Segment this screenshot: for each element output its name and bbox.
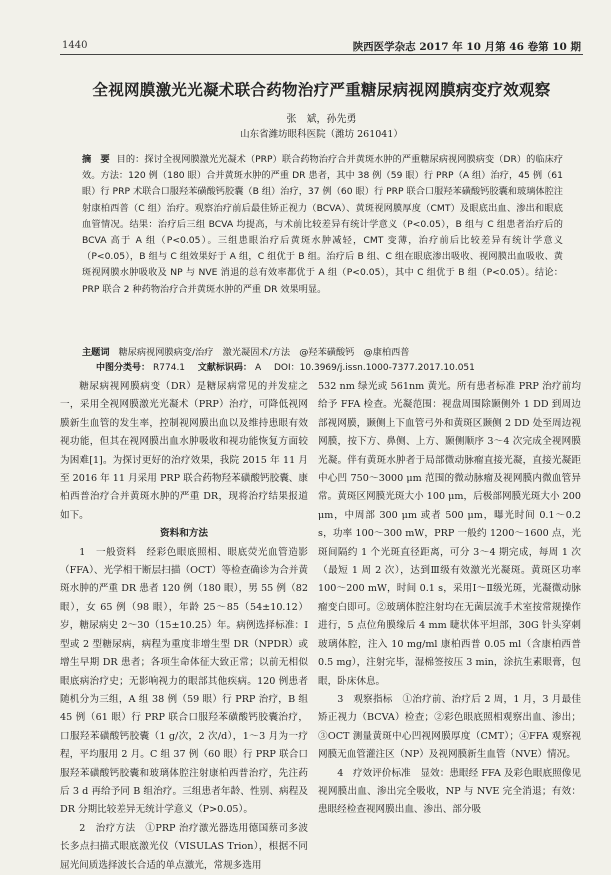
laser-method-paragraph: 532 nm 绿光或 561nm 黄光。所有患者标准 PRP 治疗前均给予 FFA 检查。光凝范围：视盘周围除颞侧外 1 DD 到周边部视网膜，颞侧上下血管弓外和黄斑区颞侧 2 DD 处至周边视网膜，按下方、鼻侧、上方、颞侧顺序 3～4 次完成全视网膜光凝。伴有黄斑水肿者于局部微动脉瘤直接光凝，直接光凝距中心凹 750～3000 μm 范围的微动脉瘤及视网膜内微血管异常。黄斑区网膜光斑大小 100 μm，后极部网膜光斑大小 200 μm，中周部 300 μm 或者 500 μm，曝光时间 0.1～0.2 s，功率 100～300 mW，PRP 一般约 1200～1600 点，光斑间隔约 1 个光斑直径距离，可分 3～4 期完成，每周 1 次（最短 1 周 2 次），达到Ⅲ级有效激光光凝斑。黄斑区功率 100～200 mW，时间 0.1 s，采用Ⅰ～Ⅱ级光斑，光凝微动脉瘤变白即可。②玻璃体腔注射均在无菌层流手术室按常规操作进行，5 点位角膜缘后 4 mm 睫状体平坦部，30G 针头穿刺玻璃体腔，注入 10 mg/ml 康柏西普 0.05 ml（含康柏西普 0.5 mg），注射完毕，湿棉签按压 3 min，涂抗生素眼膏，包眼，卧床休息。 xyxy=(318,381,581,687)
abstract xyxy=(82,152,563,298)
general-data-paragraph: 1 一般资料 经彩色眼底照相、眼底荧光血管造影（FFA）、光学相干断层扫描（OCT）等检查确诊为合并黄斑水肿的严重 DR 患者 120 例（180 眼），男 55 例（82 眼），女 65 例（98 眼），年龄 25～85（54±10.12）岁，糖尿病史 2～30（15±10.25）年。病例选择标准：Ⅰ型或 2 型糖尿病，病程为重度非增生型 DR（NPDR）或增生早期 DR 患者；各项生命体征大致正常；以前无相似眼底病治疗史；无影响视力的眼部其他疾病。120 例患者随机分为三组，A 组 38 例（59 眼）行 PRP 治疗，B 组 45 例（61 眼）行 PRP 联合口服羟苯磺酸钙胶囊治疗，口服羟苯磺酸钙胶囊（1 g/次，2 次/d），1～3 月为一疗程，平均服用 2 月。C 组 37 例（60 眼）行 PRP 联合口服羟苯磺酸钙胶囊和玻璃体腔注射康柏西普治疗，先注药后 3 d 再给予同 B 组治疗。三组患者年龄、性别、病程及 DR 分期比较差异无统计学意义（P>0.05）。 xyxy=(60,546,308,816)
article-title: 全视网膜激光光凝术联合药物治疗严重糖尿病视网膜病变疗效观察 xyxy=(92,81,551,99)
left-column xyxy=(60,378,308,875)
section-title: 资料和方法 xyxy=(160,528,208,540)
page-number: 1440 xyxy=(62,40,88,51)
efficacy-paragraph: 4 疗效评价标准 显效：患眼经 FFA 及彩色眼底照像见视网膜出血、渗出完全吸收，NP 与 NVE 完全消退；有效：患眼经检查视网膜出血、渗出、部分吸 xyxy=(318,767,581,816)
intro-paragraph: 糖尿病视网膜病变（DR）是糖尿病常见的并发症之一，采用全视网膜激光光凝术（PRP）治疗，可降低视网膜新生血管的发生率，控制视网膜出血以及维持患眼有效视功能，但其在视网膜出血水肿吸收和视功能恢复方面较为困难[1]。为探讨更好的治疗效果，我院 2015 年 11 月至 2016 年 11 月采用 PRP 联合药物羟苯磺酸钙胶囊、康柏西普治疗合并黄斑水肿的严重 DR，现将治疗结果报道如下。 xyxy=(60,381,308,521)
keywords-label: 主题词 xyxy=(82,347,110,358)
right-column xyxy=(318,378,581,820)
classification-line xyxy=(96,360,563,373)
doi: DOI：10.3969/j.issn.1000-7377.2017.10.051 xyxy=(273,363,475,373)
abstract-text: 目的：探讨全视网膜激光光凝术（PRP）联合药物治疗合并黄斑水肿的严重糖尿病视网膜病变（DR）的临床疗效。方法：120 例（180 眼）合并黄斑水肿的严重 DR 患者，其中 38 例（59 眼）行 PRP（A 组）治疗，45 例（61 眼）行 PRP 术联合口服羟苯磺酸钙胶囊（B 组）治疗，37 例（60 眼）行 PRP 联合口服羟苯磺酸钙胶囊和玻璃体腔注射康柏西普（C 组）治疗。观察治疗前后最佳矫正视力（BCVA）、黄斑视网膜厚度（CMT）及眼底出血、渗出和眼底血管情况。结果：治疗后三组 BCVA 均提高，与术前比较差异有统计学意义（P<0.05），B 组与 C 组患者治疗后的 BCVA 高于 A 组（P<0.05）。三组患眼治疗后黄斑水肿减轻，CMT 变薄，治疗前后比较差异有统计学意义（P<0.05），B 组与 C 组效果好于 A 组，C 组优于 B 组。治疗后 B 组、C 组在眼底渗出吸收、视网膜出血吸收、黄斑视网膜水肿吸收及 NP 与 NVE 消退的总有效率都优于 A 组（P<0.05），其中 C 组优于 B 组（P<0.05）。结论：PRP 联合 2 种药物治疗合并黄斑水肿的严重 DR 效果明显。 xyxy=(82,154,564,295)
header-rule xyxy=(60,54,583,55)
affiliation: 山东省潍坊眼科医院（潍坊 261041） xyxy=(240,129,403,140)
journal-header: 陕西医学杂志 2017 年 10 月第 46 卷第 10 期 xyxy=(352,41,581,53)
doc-code-value: A xyxy=(254,363,262,373)
keywords xyxy=(82,344,563,358)
abstract-label: 摘 要 xyxy=(82,154,110,165)
doc-code-label: 文献标识码： xyxy=(197,363,252,373)
treatment-paragraph: 2 治疗方法 ①PRP 治疗激光器选用德国蔡司多波长多点扫描式眼底激光仪（VISULAS Trion），根据不同屈光间质选择波长合适的单点激光，常规多选用 xyxy=(60,822,308,871)
observation-paragraph: 3 观察指标 ①治疗前、治疗后 2 周，1 月，3 月最佳矫正视力（BCVA）检查；②彩色眼底照相观察出血、渗出；③OCT 测量黄斑中心凹视网膜厚度（CMT）；④FFA 观察视网膜无血管灌注区（NP）及视网膜新生血管（NVE）情况。 xyxy=(318,693,581,761)
keywords-text: 糖尿病视网膜病变/治疗 激光凝固术/方法 @羟苯磺酸钙 @康柏西普 xyxy=(118,347,410,358)
clc-value: R774.1 xyxy=(153,363,186,373)
clc-label: 中图分类号： xyxy=(96,363,151,373)
authors: 张 斌，孙先勇 xyxy=(286,114,357,125)
